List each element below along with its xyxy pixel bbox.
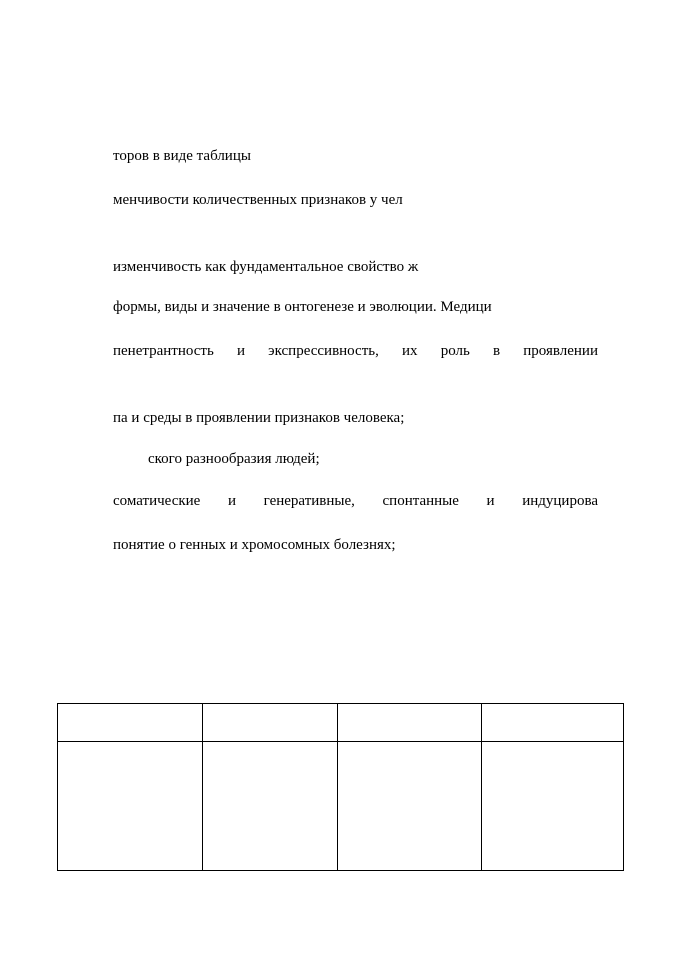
table-cell [482,742,624,871]
table-cell [338,742,482,871]
table-cell [203,742,338,871]
empty-table [57,703,624,871]
table-header-cell [58,704,203,742]
table-header-cell [203,704,338,742]
text-line: понятие о генных и хромосомных болезнях; [113,537,396,553]
text-line: изменчивость как фундаментальное свойство ж [113,259,419,275]
text-line: ского разнообразия людей; [148,451,320,467]
table-row [58,742,624,871]
table-cell [58,742,203,871]
table-header-row [58,704,624,742]
text-line: формы, виды и значение в онтогенезе и эволюции. Медици [113,299,492,315]
text-line: торов в виде таблицы [113,148,251,164]
text-line: менчивости количественных признаков у чел [113,192,403,208]
table-header-cell [338,704,482,742]
text-line: пенетрантность и экспрессивность, их роль в проявлении [113,343,598,359]
text-line: па и среды в проявлении признаков человека; [113,410,405,426]
text-line: соматические и генеративные, спонтанные и индуцирова [113,493,598,509]
table-header-cell [482,704,624,742]
